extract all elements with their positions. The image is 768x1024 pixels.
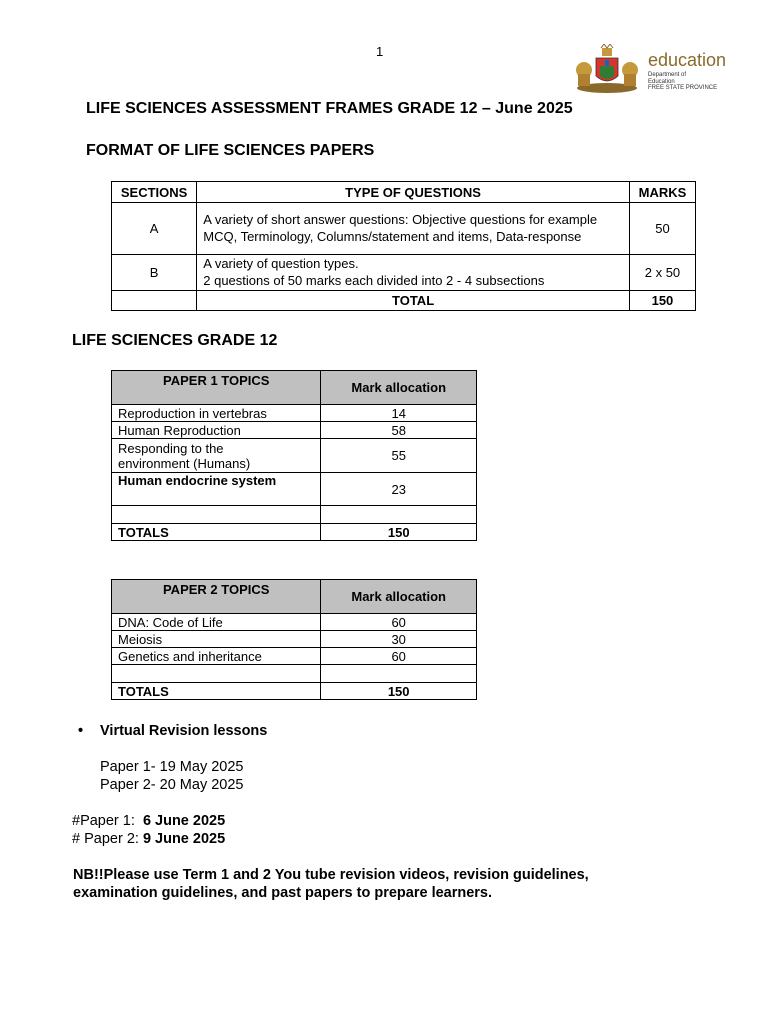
type-cell: A variety of short answer questions: Objective questions for example MCQ, Terminology, Columns/statement and items, Data-response	[197, 203, 630, 255]
table-row	[112, 405, 477, 422]
marks-cell: 60	[321, 648, 477, 665]
coat-of-arms-icon	[574, 44, 640, 96]
revision-paper2: Paper 2- 20 May 2025	[100, 777, 244, 793]
marks-cell: 23	[321, 473, 477, 506]
total-row	[112, 291, 696, 311]
totals-value: 150	[321, 524, 477, 541]
table-header	[112, 580, 477, 614]
table-row	[112, 614, 477, 631]
marks-cell: 58	[321, 422, 477, 439]
bullet-icon: •	[78, 723, 84, 739]
logo-wordmark: education	[648, 50, 727, 70]
table-row	[112, 631, 477, 648]
revision-paper1: Paper 1- 19 May 2025	[100, 759, 244, 775]
table-row	[112, 255, 696, 291]
totals-value: 150	[321, 683, 477, 700]
note-text: NB!!Please use Term 1 and 2 You tube revision videos, revision guidelines, examination guidelines, and past papers to prepare learners.	[73, 867, 589, 901]
paper1-topics-table	[111, 370, 477, 541]
section-cell: A	[112, 203, 197, 255]
table-row	[112, 665, 477, 683]
marks-cell: 30	[321, 631, 477, 648]
table-row	[112, 203, 696, 255]
table-header	[112, 371, 477, 405]
paper2-topics-table	[111, 579, 477, 700]
topic-cell: Responding to the environment (Humans)	[112, 439, 321, 473]
marks-cell: 14	[321, 405, 477, 422]
type-cell: A variety of question types. 2 questions of 50 marks each divided into 2 - 4 subsections	[197, 255, 630, 291]
totals-row	[112, 524, 477, 541]
logo-subtitle: Department of Education FREE STATE PROVINCE	[648, 72, 718, 91]
totals-label: TOTALS	[112, 683, 321, 700]
col-header-mark-allocation: Mark allocation	[321, 580, 477, 614]
table-row	[112, 648, 477, 665]
marks-cell: 60	[321, 614, 477, 631]
total-label: TOTAL	[197, 291, 630, 311]
revision-label: Virtual Revision lessons	[100, 723, 268, 739]
marks-cell: 55	[321, 439, 477, 473]
exam-date-paper1: #Paper 1: 6 June 2025	[72, 813, 226, 829]
topic-cell: DNA: Code of Life	[112, 614, 321, 631]
document-title: LIFE SCIENCES ASSESSMENT FRAMES GRADE 12 – June 2025	[86, 100, 573, 117]
col-header-topics: PAPER 1 TOPICS	[112, 371, 321, 405]
table-row	[112, 439, 477, 473]
topic-cell: Reproduction in vertebras	[112, 405, 321, 422]
format-table	[111, 181, 696, 311]
grade-heading: LIFE SCIENCES GRADE 12	[72, 332, 278, 349]
revision-bullet	[78, 723, 267, 739]
exam-date-paper2: # Paper 2: 9 June 2025	[72, 831, 226, 847]
total-value: 150	[629, 291, 695, 311]
section-cell: B	[112, 255, 197, 291]
format-heading: FORMAT OF LIFE SCIENCES PAPERS	[86, 142, 375, 159]
marks-cell: 50	[629, 203, 695, 255]
col-header-type: TYPE OF QUESTIONS	[197, 182, 630, 203]
col-header-mark-allocation: Mark allocation	[321, 371, 477, 405]
table-row	[112, 506, 477, 524]
topic-cell: Human endocrine system	[112, 473, 321, 506]
totals-label: TOTALS	[112, 524, 321, 541]
format-table-header	[112, 182, 696, 203]
col-header-sections: SECTIONS	[112, 182, 197, 203]
col-header-marks: MARKS	[629, 182, 695, 203]
topic-cell: Meiosis	[112, 631, 321, 648]
marks-cell: 2 x 50	[629, 255, 695, 291]
table-row	[112, 473, 477, 506]
topic-cell: Genetics and inheritance	[112, 648, 321, 665]
totals-row	[112, 683, 477, 700]
topic-cell: Human Reproduction	[112, 422, 321, 439]
col-header-topics: PAPER 2 TOPICS	[112, 580, 321, 614]
table-row	[112, 422, 477, 439]
education-logo	[574, 44, 739, 96]
page-number: 1	[376, 44, 384, 59]
